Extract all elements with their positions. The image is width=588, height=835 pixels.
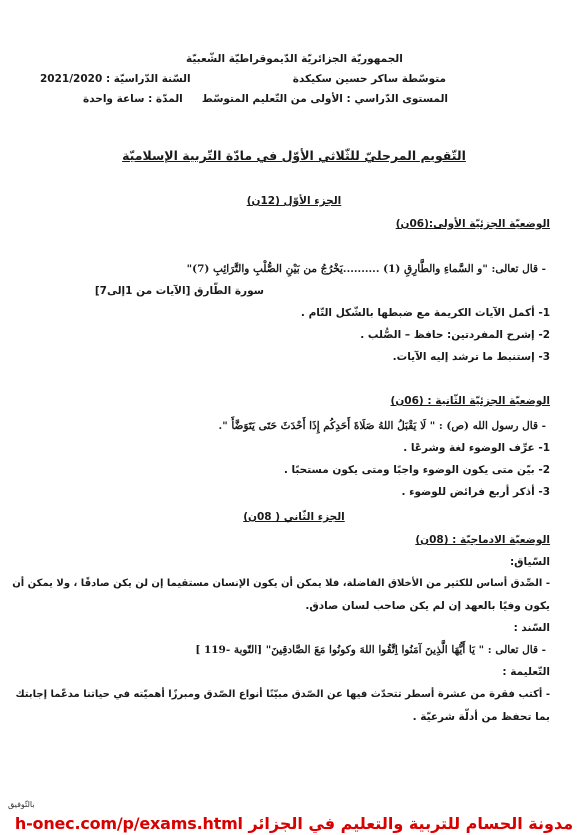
footer-url-link[interactable]: h-onec.com/p/exams.html <box>14 814 243 833</box>
closing-text: بالتّوفيق <box>8 800 35 809</box>
situation2-q1: 1- عرِّف الوضوء لغة وشرعًا . <box>403 442 550 454</box>
support-label: السّند : <box>513 622 550 634</box>
situation1-q2: 2- إشرح المفردتين: حافظ – الصُّلب . <box>360 329 550 341</box>
integration-heading: الوضعيّة الادماجيّة : (08ن) <box>415 534 550 546</box>
watermark-footer <box>4 814 584 833</box>
header-level: المستوى الدّراسي : الأولى من التّعليم المتوسّط <box>201 93 448 105</box>
situation1-q3: 3- إستنبط ما ترشد إليه الآيات. <box>392 351 550 363</box>
page-title: التّقويم المرحليّ للثّلاثي الأوّل في مادّة التّربية الإسلاميّة <box>122 148 466 163</box>
situation1-heading: الوضعيّة الجزئيّة الأولى:(06ن) <box>395 218 550 230</box>
situation2-q2: 2- بيّن متى يكون الوضوء واجبًا ومتى يكون مستحبًا . <box>283 464 550 476</box>
context-label: السّياق: <box>509 556 550 568</box>
instruction-label: التّعليمة : <box>502 666 550 678</box>
situation2-heading: الوضعيّة الجزئيّة الثّانية : (06ن) <box>390 395 550 407</box>
footer-blog-name: مدونة الحسام للتربية والتعليم في الجزائر <box>248 814 574 833</box>
part2-heading: الجزء الثّاني ( 08ن) <box>243 511 345 523</box>
support-verse: - قال تعالى : " يَا أَيُّهَا الَّذِينَ آمَنُوا اِتَّقُوا اللهَ وكونُوا مَعَ الصَّادقِينَ" [التّوبة -119 ] <box>195 644 546 656</box>
situation2-hadith: - قال رسول الله (ص) : " لَا يَقْبَلُ اللهُ صَلَاةَ أَحَدِكُم إِذَا أَحْدَثَ حَتَى يَتَوَضَّأَ ". <box>218 420 546 432</box>
instruction-line-2: بما تحفظ من أدلّة شرعيّة . <box>412 711 550 723</box>
situation1-verse: - قال تعالى: "و السَّماءِ والطَّارِقِ (1) ..........يَخْرُجُ من بَيْنِ الصُّلْبِ والتَّرَائِبِ (7)" <box>186 263 546 275</box>
header-republic: الجمهوريّة الجزائريّة الدّيموقراطيّة الشّعبيّة <box>186 53 403 65</box>
header-school: متوسّطة ساكر حسين سكيكدة <box>292 73 446 85</box>
situation2-q3: 3- أذكر أربع فرائض للوضوء . <box>401 486 550 498</box>
context-line-1: - الصِّدق أساس للكثير من الأخلاق الفاضلة، فلا يمكن أن يكون الإنسان مستقيما إن لن يكن صادقًا ، ولا يمكن أن <box>12 578 550 589</box>
situation1-q1: 1- أكمل الآيات الكريمة مع ضبطها بالشّكل التّام . <box>300 307 550 319</box>
context-line-2: يكون وفيًا بالعهد إن لم يكن صاحب لسان صادق. <box>305 600 550 612</box>
part1-heading: الجزء الأوّل (12ن) <box>246 195 342 207</box>
header-year: السّنة الدّراسيّة : 2021/2020 <box>40 73 191 85</box>
situation1-source: سورة الطّارق [الآيات من 1إلى7] <box>94 285 264 297</box>
header-duration: المدّة : ساعة واحدة <box>83 93 183 105</box>
instruction-line-1: - أكتب فقرة من عشرة أسطر تتحدّث فيها عن الصّدق مبيّنًا أنواع الصّدق ومبرزًا أهميّته في حياتنا مدعّما إجابتك <box>15 689 550 700</box>
